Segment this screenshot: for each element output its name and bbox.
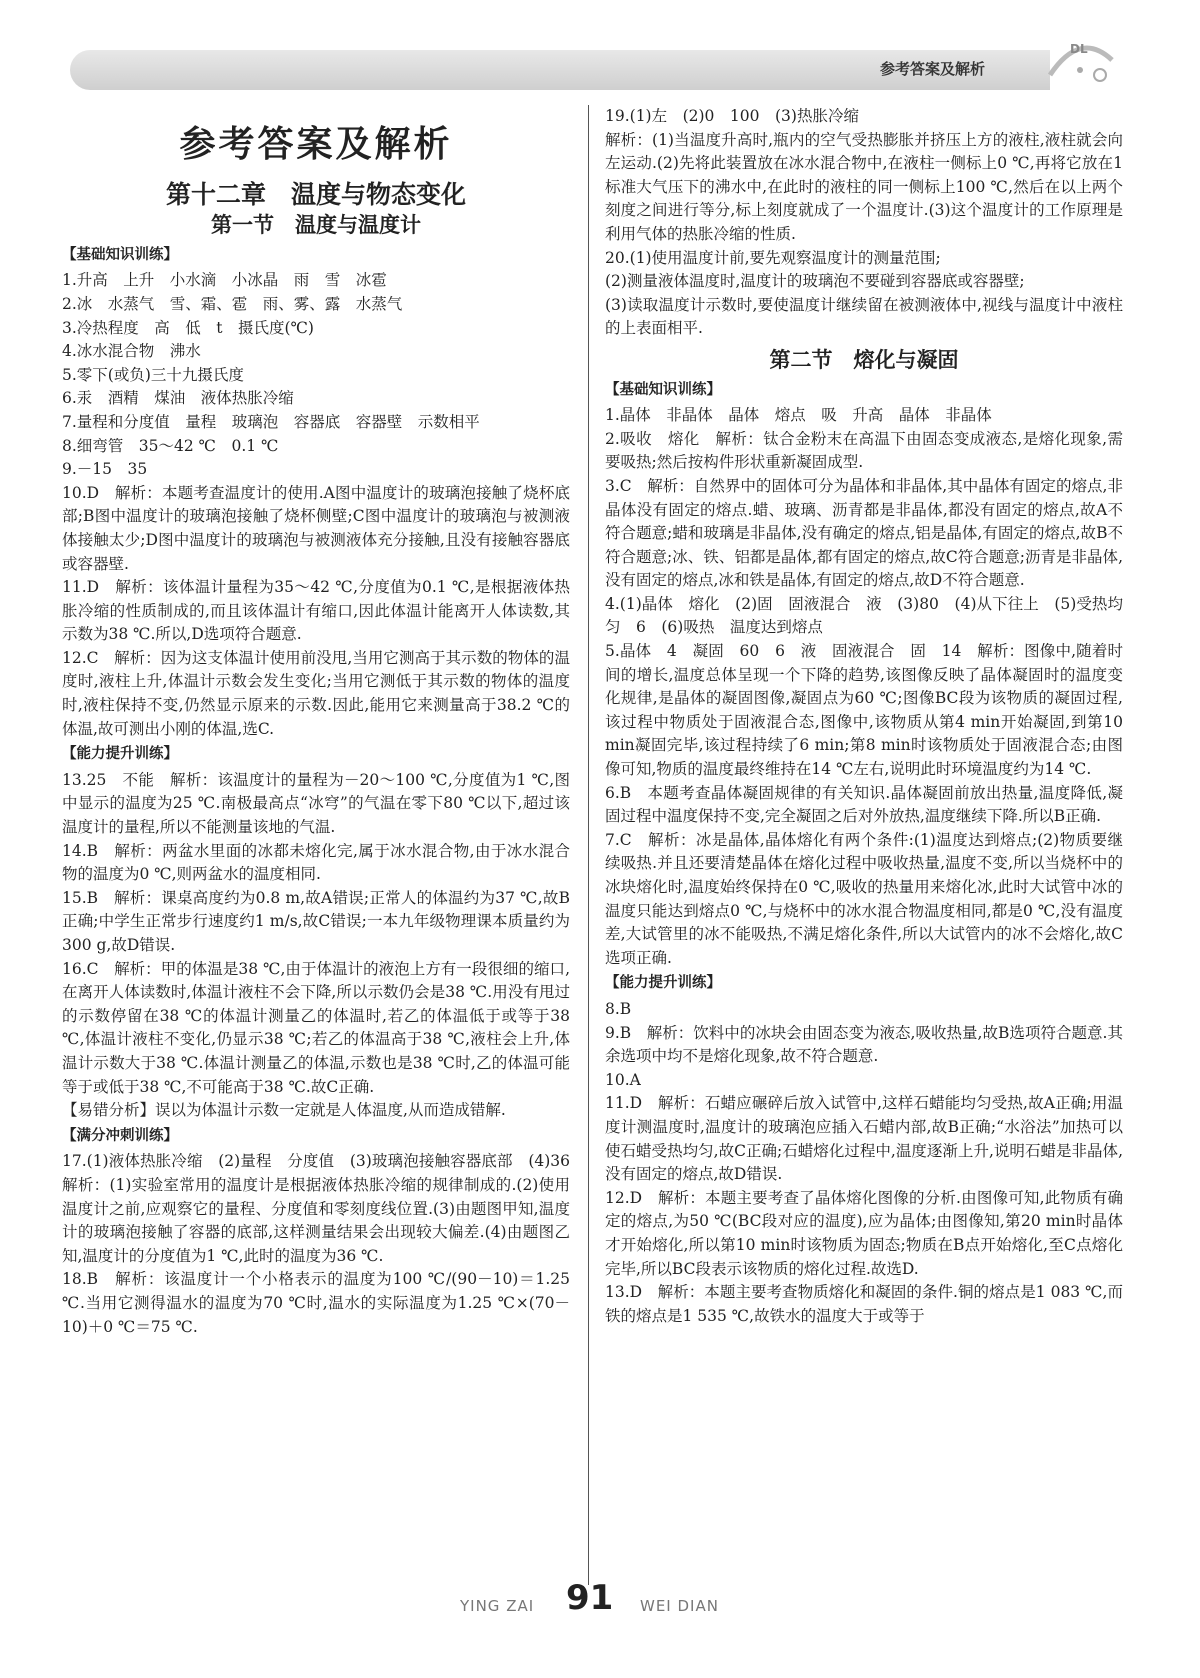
answer-item: 4.(1)晶体 熔化 (2)固 固液混合 液 (3)80 (4)从下往上 (5)受热均匀 6 (6)吸热 温度达到熔点 <box>605 594 1123 637</box>
footer-right: WEI DIAN <box>640 1597 719 1615</box>
chapter-title: 第十二章 温度与物态变化 <box>165 179 466 209</box>
right-ability-list <box>605 998 1123 1328</box>
subsection-heading: 【能力提升训练】 <box>62 746 178 763</box>
answer-item: 17.(1)液体热胀冷缩 (2)量程 分度值 (3)玻璃泡接触容器底部 (4)36 解析：(1)实验室常用的温度计是根据液体热胀冷缩的规律制成的.(2)使用温度计之前,应观察它的量程、分度值和零刻度线位置.(3)由题图甲知,温度计的玻璃泡接触了容器的底部,这样测量结果会出现较大偏差.(4)由题图乙知,温度计的分度值为1 ℃,此时的温度为36 ℃. <box>62 1152 586 1265</box>
answer-item: 7.量程和分度值 量程 玻璃泡 容器底 容器壁 示数相平 <box>62 412 480 431</box>
answer-item: 3.C 解析：自然界中的固体可分为晶体和非晶体,其中晶体有固定的熔点,非晶体没有固定的熔点.蜡、玻璃、沥青都是非晶体,都没有固定的熔点,故A不符合题意;蜡和玻璃是非晶体,没有确定的熔点,铝是晶体,有固定的熔点,故B不符合题意;冰、铁、铝都是晶体,都有固定的熔点,故C符合题意;沥青是非晶体,没有固定的熔点,冰和铁是晶体,有固定的熔点,故D不符合题意. <box>605 476 1123 590</box>
answer-item: 7.C 解析：冰是晶体,晶体熔化有两个条件:(1)温度达到熔点;(2)物质要继续吸热.并且还要清楚晶体在熔化过程中吸收热量,温度不变,所以当烧杯中的冰块熔化时,温度始终保持在0 ℃,吸收的热量用来熔化冰,此时大试管中冰的温度只能达到熔点0 ℃,与烧杯中的冰水混合物温度相同,都是0 ℃,没有温度差,大试管里的冰不能吸热,不满足熔化条件,所以大试管内的冰不会熔化,故C选项正确. <box>605 830 1123 967</box>
section-title-2: 第二节 熔化与凝固 <box>769 347 959 372</box>
left-ability-list <box>62 769 570 1123</box>
answer-item: 14.B 解析：两盆水里面的冰都未熔化完,属于冰水混合物,由于冰水混合物的温度为0 ℃,则两盆水的温度相同. <box>62 841 570 884</box>
answer-item: 8.细弯管 35～42 ℃ 0.1 ℃ <box>62 436 279 455</box>
answer-item: 6.汞 酒精 煤油 液体热胀冷缩 <box>62 389 294 408</box>
left-full-list <box>62 1150 586 1339</box>
right-basic-list <box>605 404 1123 970</box>
subsection-heading: 【基础知识训练】 <box>62 246 178 263</box>
answer-item: 5.零下(或负)三十九摄氏度 <box>62 365 244 384</box>
page-number: 91 <box>566 1578 614 1618</box>
answer-item: 5.晶体 4 凝固 60 6 液 固液混合 固 14 解析：图像中,随着时间的增长,温度总体呈现一个下降的趋势,该图像反映了晶体凝固时的温度变化规律,是晶体的凝固图像,凝固点为60 ℃;图像BC段为该物质的凝固过程,该过程中物质处于固液混合态,图像中,该物质从第4 min开始凝固,到第10 min凝固完毕,该过程持续了6 min;第8 min时该物质处于固液混合态;由图像可知,物质的温度最终维持在14 ℃左右,说明此时环境温度约为14 ℃. <box>605 642 1123 779</box>
answer-item: 10.A <box>605 1070 641 1089</box>
answer-item: 16.C 解析：甲的体温是38 ℃,由于体温计的液泡上方有一段很细的缩口,在离开人体读数时,体温计液柱不会下降,所以示数仍会是38 ℃.用没有甩过的示数停留在38 ℃的体温计测量乙的体温时,若乙的体温低于或等于38 ℃,体温计液柱不变化,仍显示38 ℃;若乙的体温高于38 ℃,液柱会上升,体温计示数大于38 ℃.体温计测量乙的体温,示数也是38 ℃时,乙的体温可能等于或低于38 ℃,不可能高于38 ℃.故C正确. <box>62 959 570 1096</box>
right-column <box>605 105 1123 1328</box>
answer-item: 12.C 解析：因为这支体温计使用前没甩,当用它测高于其示数的物体的温度时,液柱上升,体温计示数会发生变化;当用它测低于其示数的物体的温度时,液柱保持不变,仍然显示原来的示数.因此,能用它来测量高于38.2 ℃的体温,故可测出小刚的体温,选C. <box>62 648 570 738</box>
answer-item: 2.吸收 熔化 解析：钛合金粉末在高温下由固态变成液态,是熔化现象,需要吸热;然后按构件形状重新凝固成型. <box>605 429 1123 472</box>
svg-text:DL: DL <box>1070 42 1088 56</box>
subsection-heading: 【满分冲刺训练】 <box>62 1127 178 1144</box>
header-title: 参考答案及解析 <box>879 60 985 78</box>
answer-item: (2)测量液体温度时,温度计的玻璃泡不要碰到容器底或容器壁; <box>605 272 1025 291</box>
answer-item: 18.B 解析：该温度计一个小格表示的温度为100 ℃/(90－10)＝1.25 ℃.当用它测得温水的温度为70 ℃时,温水的实际温度为1.25 ℃×(70－10)＋0 ℃＝75 ℃. <box>62 1270 570 1336</box>
answer-item: 【易错分析】误以为体温计示数一定就是人体温度,从而造成错解. <box>62 1101 506 1120</box>
page-title: 参考答案及解析 <box>179 124 453 165</box>
answer-item: 20.(1)使用温度计前,要先观察温度计的测量范围; <box>605 248 941 267</box>
answer-item: 1.升高 上升 小水滴 小冰晶 雨 雪 冰雹 <box>62 271 387 290</box>
footer-left: YING ZAI <box>460 1597 535 1615</box>
answer-item: 解析：(1)当温度升高时,瓶内的空气受热膨胀并挤压上方的液柱,液柱就会向左运动.(2)先将此装置放在冰水混合物中,在液柱一侧标上0 ℃,再将它放在1标准大气压下的沸水中,在此时的液柱的同一侧标上100 ℃,然后在以上两个刻度之间进行等分,标上刻度就成了一个温度计.(3)这个温度计的工作原理是利用气体的热胀冷缩的性质. <box>605 130 1123 243</box>
answer-item: 10.D 解析：本题考查温度计的使用.A图中温度计的玻璃泡接触了烧杯底部;B图中温度计的玻璃泡接触了烧杯侧壁;C图中温度计的玻璃泡与被测液体接触太少;D图中温度计的玻璃泡与被测液体充分接触,且没有接触容器底或容器壁. <box>62 483 570 573</box>
answer-item: (3)读取温度计示数时,要使温度计继续留在被测液体中,视线与温度计中液柱的上表面相平. <box>605 295 1123 338</box>
answer-item: 12.D 解析：本题主要考查了晶体熔化图像的分析.由图像可知,此物质有确定的熔点,为50 ℃(BC段对应的温度),应为晶体;由图像知,第20 min时晶体才开始熔化,所以第10 min时该物质为固态;物质在B点开始熔化,至C点熔化完毕,所以BC段表示该物质的熔化过程.故选D. <box>605 1188 1123 1278</box>
section-title-1: 第一节 温度与温度计 <box>211 213 421 238</box>
answer-item: 13.25 不能 解析：该温度计的量程为－20～100 ℃,分度值为1 ℃,图中显示的温度为25 ℃.南极最高点“冰穹”的气温在零下80 ℃以下,超过该温度计的量程,所以不能测量该地的气温. <box>62 770 570 837</box>
answer-item: 1.晶体 非晶体 晶体 熔点 吸 升高 晶体 非晶体 <box>605 406 992 425</box>
subsection-heading: 【基础知识训练】 <box>605 381 721 398</box>
publisher-logo-icon <box>1040 25 1120 95</box>
answer-item: 19.(1)左 (2)0 100 (3)热胀冷缩 <box>605 107 859 125</box>
answer-item: 6.B 本题考查晶体凝固规律的有关知识.晶体凝固前放出热量,温度降低,凝固过程中温度保持不变,完全凝固之后对外放热,温度继续下降.所以B正确. <box>605 783 1123 826</box>
answer-item: 11.D 解析：该体温计量程为35～42 ℃,分度值为0.1 ℃,是根据液体热胀冷缩的性质制成的,而且该体温计有缩口,因此体温计能离开人体读数,其示数为38 ℃.所以,D选项符合题意. <box>62 578 570 644</box>
answer-item: 3.冷热程度 高 低 t 摄氏度(℃) <box>62 318 314 337</box>
column-divider <box>588 105 589 1585</box>
answer-item: 11.D 解析：石蜡应碾碎后放入试管中,这样石蜡能均匀受热,故A正确;用温度计测温度时,温度计的玻璃泡应插入石蜡内部,故B正确;“水浴法”加热可以使石蜡受热均匀,故C正确;石蜡熔化过程中,温度逐渐上升,说明石蜡是非晶体,没有固定的熔点,故D错误. <box>605 1094 1123 1184</box>
subsection-heading: 【能力提升训练】 <box>605 975 721 992</box>
answer-item: 4.冰水混合物 沸水 <box>62 342 201 361</box>
answer-item: 9.－15 35 <box>62 460 148 479</box>
left-column <box>62 105 586 1339</box>
answer-item: 15.B 解析：课桌高度约为0.8 m,故A错误;正常人的体温约为37 ℃,故B正确;中学生正常步行速度约1 m/s,故C错误;一本九年级物理课本质量约为300 g,故D错误. <box>62 888 570 954</box>
right-top-list <box>605 105 1123 341</box>
answer-item: 2.冰 水蒸气 雪、霜、雹 雨、雾、露 水蒸气 <box>62 294 403 313</box>
answer-item: 9.B 解析：饮料中的冰块会由固态变为液态,吸收热量,故B选项符合题意.其余选项中均不是熔化现象,故不符合题意. <box>605 1023 1123 1066</box>
answer-item: 13.D 解析：本题主要考查物质熔化和凝固的条件.铜的熔点是1 083 ℃,而铁的熔点是1 535 ℃,故铁水的温度大于或等于 <box>605 1283 1123 1325</box>
left-basic-list <box>62 269 570 741</box>
answer-item: 8.B <box>605 999 632 1018</box>
